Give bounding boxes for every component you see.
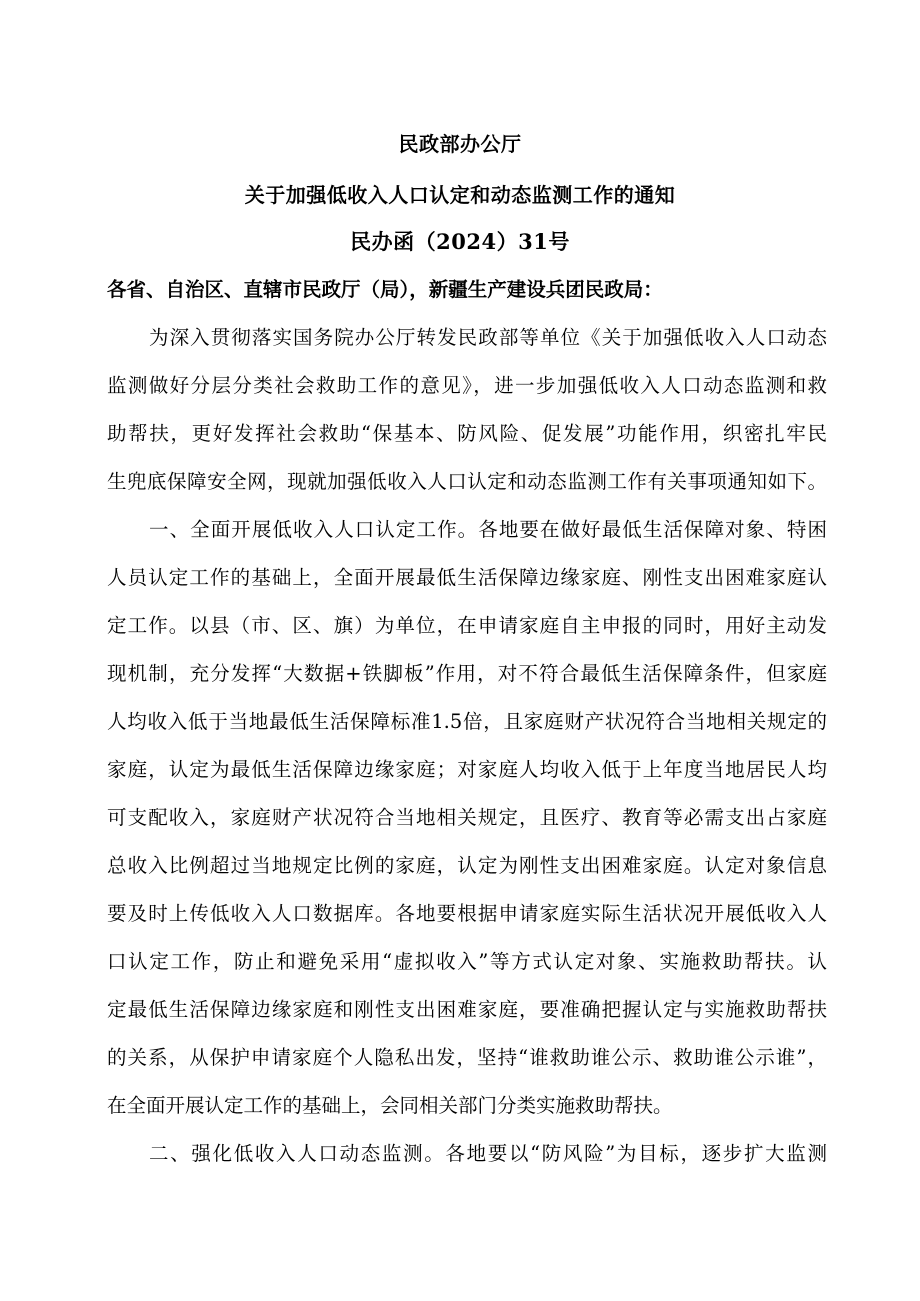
body-line: 家庭，认定为最低生活保障边缘家庭；对家庭人均收入低于上年度当地居民人均 bbox=[107, 758, 827, 781]
body-line: 现机制，充分发挥“大数据+铁脚板”作用，对不符合最低生活保障条件，但家庭 bbox=[107, 662, 827, 685]
body-line: 监测做好分层分类社会救助工作的意见》，进一步加强低收入人口动态监测和救 bbox=[107, 374, 827, 397]
body-line: 可支配收入，家庭财产状况符合当地相关规定，且医疗、教育等必需支出占家庭 bbox=[107, 806, 827, 829]
issuer-heading: 民政部办公厅 bbox=[398, 132, 522, 156]
addressee-line: 各省、自治区、直辖市民政厅（局），新疆生产建设兵团民政局： bbox=[107, 278, 663, 301]
body-line: 一、全面开展低收入人口认定工作。各地要在做好最低生活保障对象、特困 bbox=[149, 518, 827, 541]
body-line: 口认定工作，防止和避免采用“虚拟收入”等方式认定对象、实施救助帮扶。认 bbox=[107, 950, 827, 973]
body-line: 人均收入低于当地最低生活保障标准1.5倍，且家庭财产状况符合当地相关规定的 bbox=[107, 710, 827, 733]
body-line: 为深入贯彻落实国务院办公厅转发民政部等单位《关于加强低收入人口动态 bbox=[149, 326, 827, 349]
body-line: 二、强化低收入人口动态监测。各地要以“防风险”为目标，逐步扩大监测 bbox=[149, 1142, 827, 1165]
body-line: 定最低生活保障边缘家庭和刚性支出困难家庭，要准确把握认定与实施救助帮扶 bbox=[107, 998, 827, 1021]
body-line: 人员认定工作的基础上，全面开展最低生活保障边缘家庭、刚性支出困难家庭认 bbox=[107, 566, 827, 589]
notice-title: 关于加强低收入人口认定和动态监测工作的通知 bbox=[244, 183, 676, 207]
body-line: 总收入比例超过当地规定比例的家庭，认定为刚性支出困难家庭。认定对象信息 bbox=[107, 854, 827, 877]
body-line: 助帮扶，更好发挥社会救助“保基本、防风险、促发展”功能作用，织密扎牢民 bbox=[107, 422, 827, 445]
body-line: 定工作。以县（市、区、旗）为单位，在申请家庭自主申报的同时，用好主动发 bbox=[107, 614, 827, 637]
body-line: 生兜底保障安全网，现就加强低收入人口认定和动态监测工作有关事项通知如下。 bbox=[107, 470, 827, 493]
body-line: 的关系，从保护申请家庭个人隐私出发，坚持“谁救助谁公示、救助谁公示谁”， bbox=[107, 1046, 827, 1069]
document-number: 民办函（2024）31号 bbox=[350, 229, 570, 254]
body-line: 在全面开展认定工作的基础上，会同相关部门分类实施救助帮扶。 bbox=[107, 1094, 673, 1117]
body-line: 要及时上传低收入人口数据库。各地要根据申请家庭实际生活状况开展低收入人 bbox=[107, 902, 827, 925]
